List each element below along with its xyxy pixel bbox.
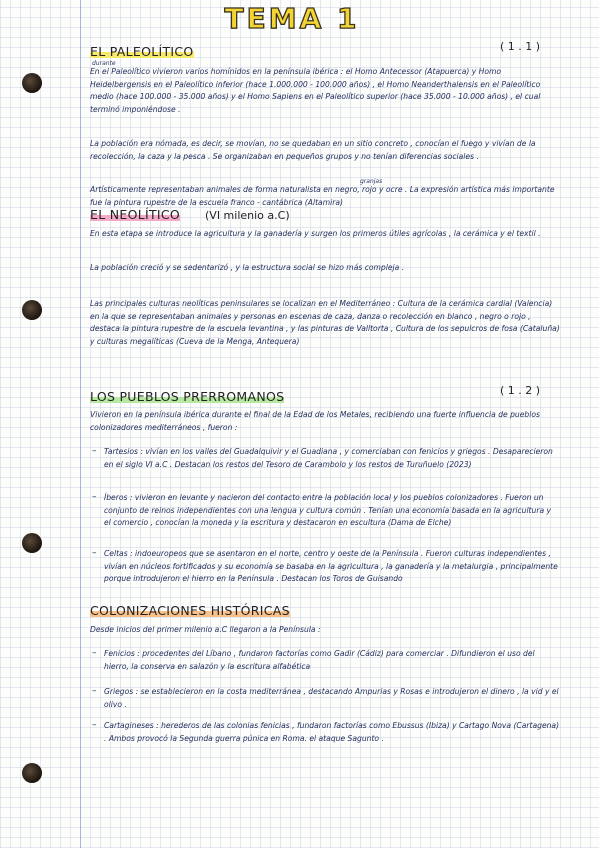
prerromanos-intro [90, 409, 560, 434]
bullet-dash: – [92, 720, 97, 730]
paragraph-text: En el Paleolítico vivieron varios homínidos en la península ibérica : el Homo Antecessor (Atapuerca) y Homo Heidelbergensis en el Paleolítico inferior (hace 1.000.000 - 100.000 años) , el Homo Neanderthalensis en el Paleolítico medio (hace 100.000 - 35.000 años) y el Homo Sapiens en el Paleolítico superior (hace 35.000 - 10.000 años) , el cual terminó imponiéndose . [90, 67, 541, 114]
section-tag-prerromanos: ( 1 . 2 ) [500, 384, 541, 397]
section-heading-colonizaciones: COLONIZACIONES HISTÓRICAS [90, 603, 290, 618]
item-text: Griegos : se establecieron en la costa mediterránea , destacando Ampurias y Rosas e introdujeron el dinero , la vid y el olivo . [104, 687, 559, 709]
prerromanos-item-iberos [104, 492, 560, 530]
paragraph-text: La población era nómada, es decir, se movían, no se quedaban en un sitio concreto , conocían el fuego y vivían de la recolección, la caza y la pesca . Se organizaban en pequeños grupos y no tenían diferencias sociales . [90, 139, 536, 161]
bullet-dash: – [92, 686, 97, 696]
paleolitico-paragraph-3 [90, 184, 560, 209]
paleolitico-paragraph-2 [90, 138, 560, 163]
neolitico-paragraph-3 [90, 298, 560, 348]
bullet-dash: – [92, 548, 97, 558]
paleolitico-paragraph-1 [90, 66, 560, 116]
bullet-dash: – [92, 492, 97, 502]
binder-hole [22, 73, 42, 93]
paragraph-text: Artísticamente representaban animales de forma naturalista en negro, rojo y ocre . La expresión artística más importante fue la pintura rupestre de la escuela franco - cantábrica (Altamira) [90, 185, 555, 207]
bullet-dash: – [92, 446, 97, 456]
paragraph-text: La población creció y se sedentarizó , y la estructura social se hizo más compleja . [90, 263, 405, 272]
colonizaciones-intro [90, 624, 560, 637]
margin-note: durante [92, 60, 116, 67]
prerromanos-item-tartesios [104, 446, 560, 471]
binder-hole [22, 300, 42, 320]
section-tag-neolitico: (VI milenio a.C) [205, 209, 290, 222]
binder-hole [22, 533, 42, 553]
item-text: Celtas : indoeuropeos que se asentaron en el norte, centro y oeste de la Península . Fueron culturas independientes , vivían en núcleos fortificados y su economía se basaba en la agricultura , la ganadería y la metalurgia , principalmente porque introdujeron el hierro en la Península . Destacan los Toros de Guisando [104, 549, 558, 584]
paragraph-text: En esta etapa se introduce la agricultura y la ganadería y surgen los primeros útiles agrícolas , la cerámica y el textil . [90, 229, 541, 238]
prerromanos-item-celtas [104, 548, 560, 586]
section-tag-paleolitico: ( 1 . 1 ) [500, 40, 541, 53]
section-heading-prerromanos: LOS PUEBLOS PRERROMANOS [90, 389, 285, 404]
binder-hole [22, 763, 42, 783]
item-text: Íberos : vivieron en levante y nacieron del contacto entre la población local y los pueblos colonizadores . Fueron un conjunto de reinos independientes con una lengua y cultura común . Tenían una economía basada en la agricultura y el comercio , conocían la moneda y la escritura y destacaron en escultura (Dama de Elche) [104, 493, 552, 528]
paragraph-text: Las principales culturas neolíticas peninsulares se localizan en el Mediterráneo : Cultura de la cerámica cardial (Valencia) en la que se representaban animales y personas en escenas de caza, danza o recolección en blanco , negro o rojo , destaca la pintura rupestre de la escuela levantina , y las pinturas de Valltorta , Cultura de los sepulcros de fosa (Cataluña) y culturas megalíticas (Cueva de la Menga, Antequera) [90, 299, 560, 346]
neolitico-paragraph-2 [90, 262, 560, 275]
section-heading-neolitico: EL NEOLÍTICO [90, 207, 181, 222]
margin-line [80, 0, 81, 848]
section-heading-paleolitico: EL PALEOLÍTICO [90, 44, 194, 59]
paragraph-text: Vivieron en la península ibérica durante el final de la Edad de los Metales, recibiendo una fuerte influencia de pueblos colonizadores mediterráneos , fueron : [90, 410, 540, 432]
paragraph-text: Desde inicios del primer milenio a.C llegaron a la Península : [90, 625, 321, 634]
colonizaciones-item-cartagineses [104, 720, 560, 745]
colonizaciones-item-fenicios [104, 648, 560, 673]
bullet-dash: – [92, 648, 97, 658]
item-text: Cartagineses : herederos de las colonias fenicias , fundaron factorías como Ebussus (Ibiza) y Cartago Nova (Cartagena) . Ambos provocó la Segunda guerra púnica en Roma. el ataque Sagunto . [104, 721, 560, 743]
item-text: Fenicios : procedentes del Líbano , fundaron factorías como Gadir (Cádiz) para comerciar . Difundieron el uso del hierro, la conserva en salazón y la escritura alfabética [104, 649, 535, 671]
item-text: Tartesios : vivían en los valles del Guadalquivir y el Guadiana , y comerciaban con fenicios y griegos . Desaparecieron en el siglo VI a.C . Destacan los restos del Tesoro de Carambolo y los restos de Turuñuelo (2023) [104, 447, 553, 469]
page-title: TEMA 1 [224, 2, 360, 35]
insert-note: granjas [360, 178, 383, 185]
neolitico-paragraph-1 [90, 228, 560, 241]
colonizaciones-item-griegos [104, 686, 560, 711]
